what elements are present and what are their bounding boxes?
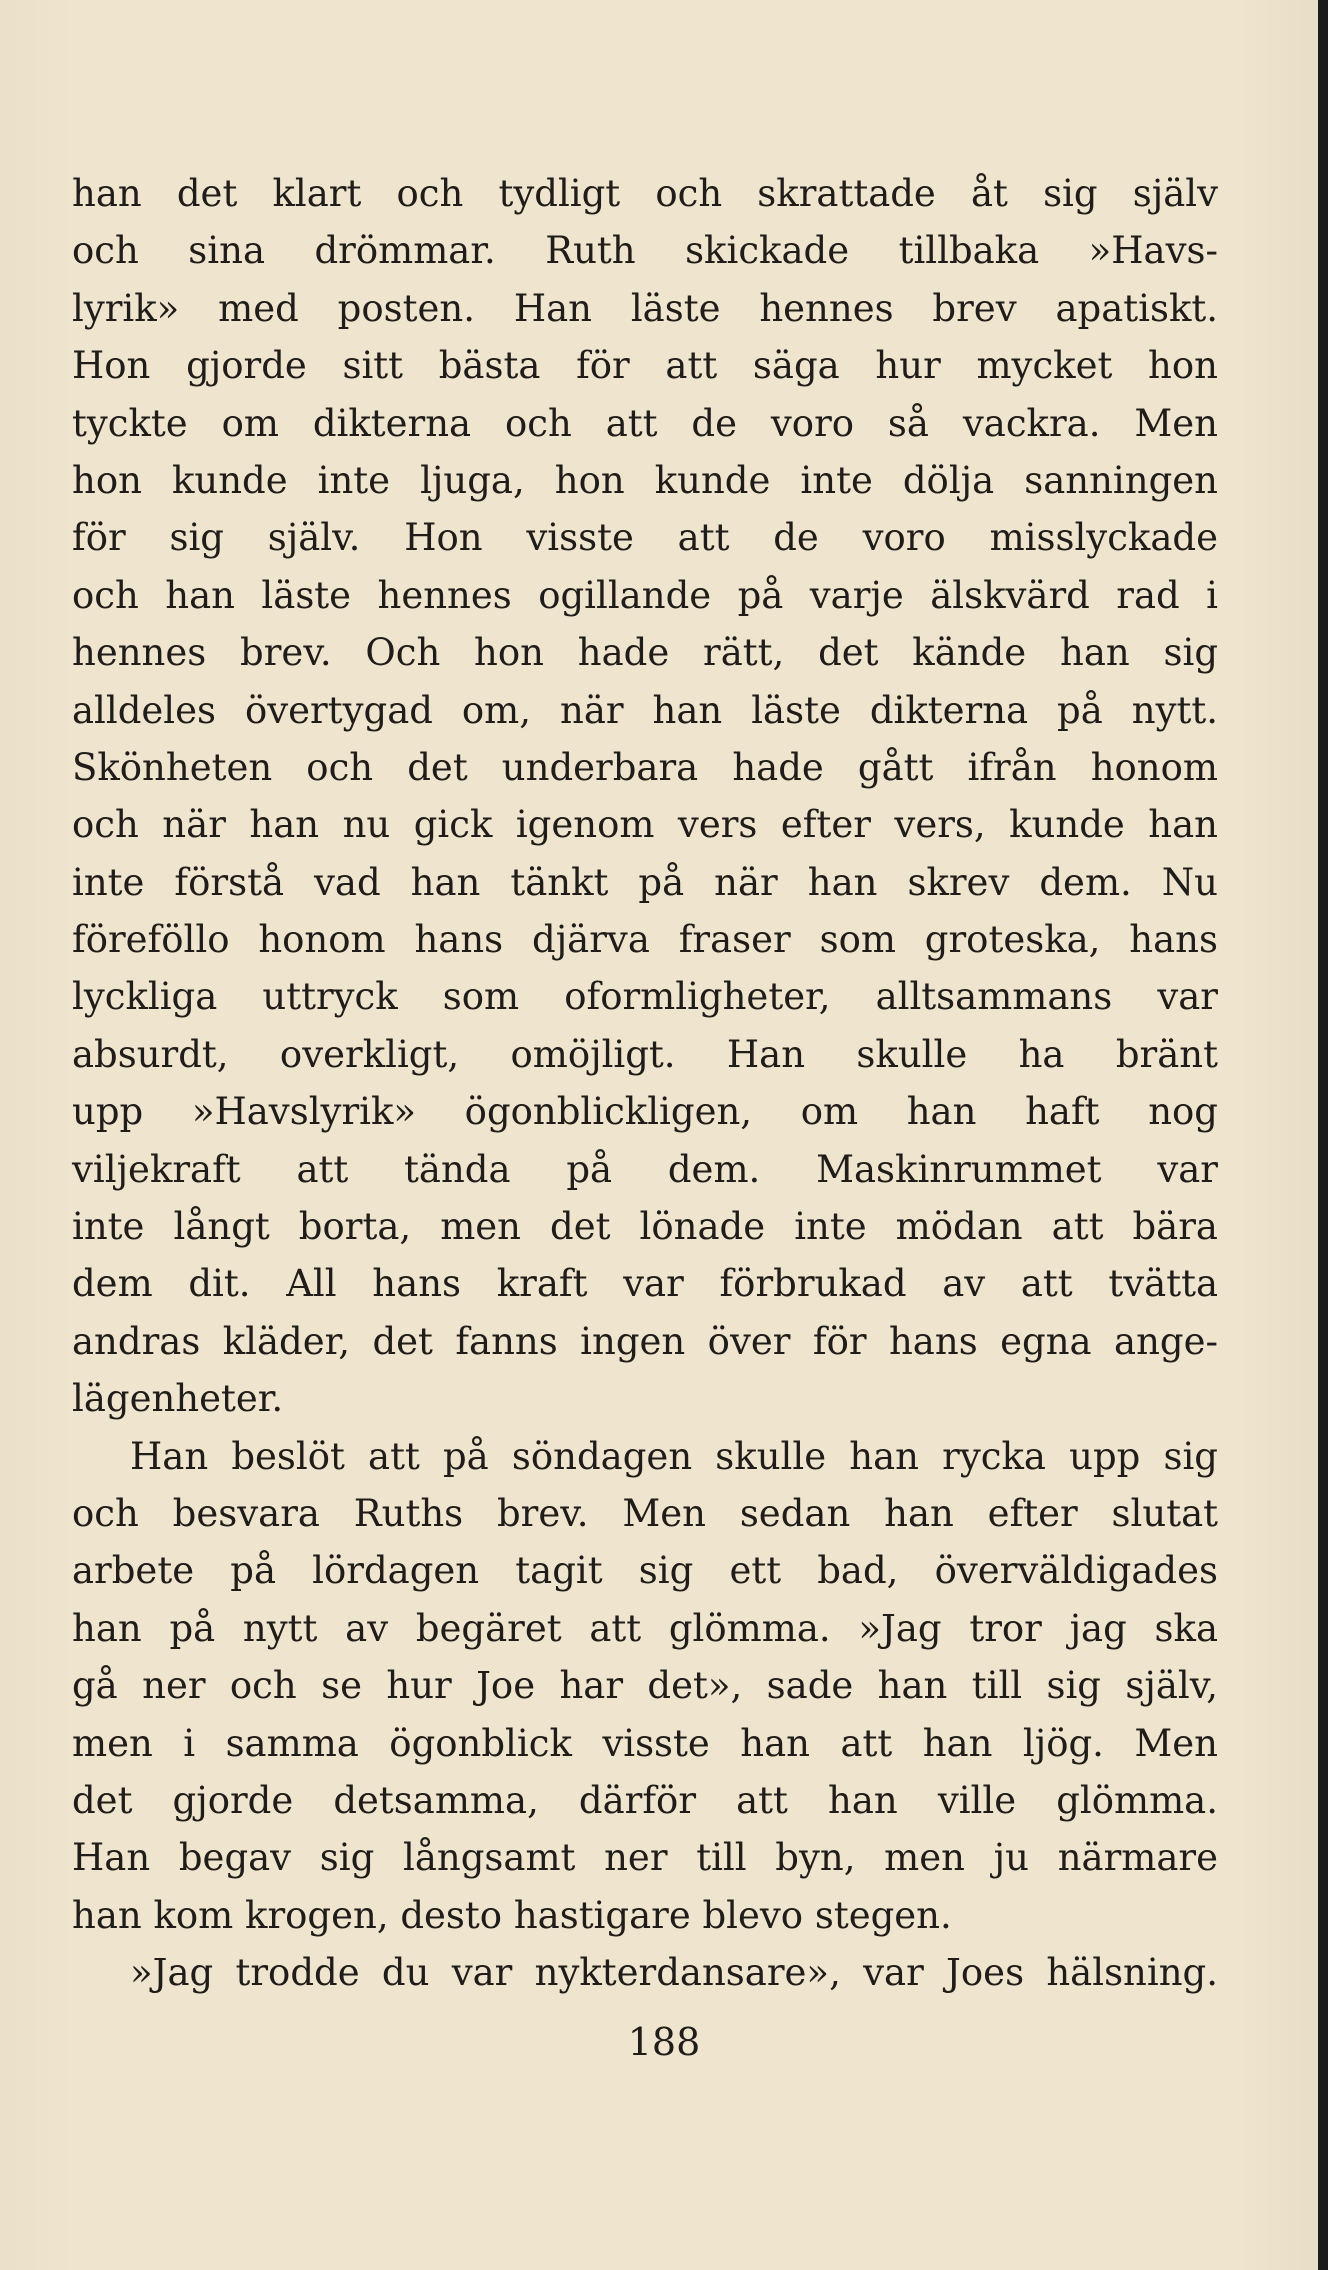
text-line-16: absurdt, overkligt, omöjligt. Han skulle ha bränt [72,1032,1218,1076]
text-line-29: det gjorde detsamma, därför att han ville glömma. [72,1778,1218,1822]
text-line-18: viljekraft att tända på dem. Maskinrummet var [72,1147,1218,1191]
text-line-7: för sig själv. Hon visste att de voro misslyckade [72,516,1218,560]
text-line-12: och när han nu gick igenom vers efter vers, kunde han [72,803,1218,847]
text-line-20: dem dit. All hans kraft var förbrukad av att tvätta [72,1262,1218,1306]
text-line-5: tyckte om dikterna och att de voro så vackra. Men [72,401,1218,445]
body-text [72,165,1218,2002]
text-line-3: lyrik» med posten. Han läste hennes brev apatiskt. [72,286,1218,330]
text-line-27: gå ner och se hur Joe har det», sade han till sig själv, [72,1664,1218,1708]
page-number: 188 [627,2020,701,2064]
text-line-11: Skönheten och det underbara hade gått ifrån honom [72,745,1218,789]
text-line-10: alldeles övertygad om, när han läste dikterna på nytt. [72,688,1218,732]
text-line-13: inte förstå vad han tänkt på när han skrev dem. Nu [72,860,1218,904]
text-line-25: arbete på lördagen tagit sig ett bad, överväldigades [72,1549,1218,1593]
text-line-24: och besvara Ruths brev. Men sedan han efter slutat [72,1491,1218,1535]
text-line-15: lyckliga uttryck som oformligheter, alltsammans var [72,975,1218,1019]
text-line-8: och han läste hennes ogillande på varje älskvärd rad i [72,573,1218,617]
text-line-14: föreföllo honom hans djärva fraser som groteska, hans [72,918,1218,962]
text-line-17: upp »Havslyrik» ögonblickligen, om han haft nog [72,1090,1218,1134]
text-line-30: Han begav sig långsamt ner till byn, men ju närmare [72,1836,1218,1880]
text-line-9: hennes brev. Och hon hade rätt, det kände han sig [72,631,1218,675]
text-line-6: hon kunde inte ljuga, hon kunde inte dölja sanningen [72,458,1218,502]
text-line-28: men i samma ögonblick visste han att han ljög. Men [72,1721,1218,1765]
text-line-23: Han beslöt att på söndagen skulle han rycka upp sig [130,1434,1218,1478]
text-line-32: »Jag trodde du var nykterdansare», var Joes hälsning. [130,1951,1218,1995]
text-line-2: och sina drömmar. Ruth skickade tillbaka »Havs- [72,229,1218,273]
text-line-1: han det klart och tydligt och skrattade åt sig själv [72,172,1218,215]
text-line-26: han på nytt av begäret att glömma. »Jag tror jag ska [72,1606,1218,1650]
text-line-4: Hon gjorde sitt bästa för att säga hur mycket hon [72,344,1218,388]
text-line-22: lägenheter. [72,1377,284,1421]
text-line-19: inte långt borta, men det lönade inte mödan att bära [72,1205,1218,1249]
text-line-21: andras kläder, det fanns ingen över för hans egna ange- [72,1319,1218,1363]
text-line-31: han kom krogen, desto hastigare blevo stegen. [72,1893,952,1937]
